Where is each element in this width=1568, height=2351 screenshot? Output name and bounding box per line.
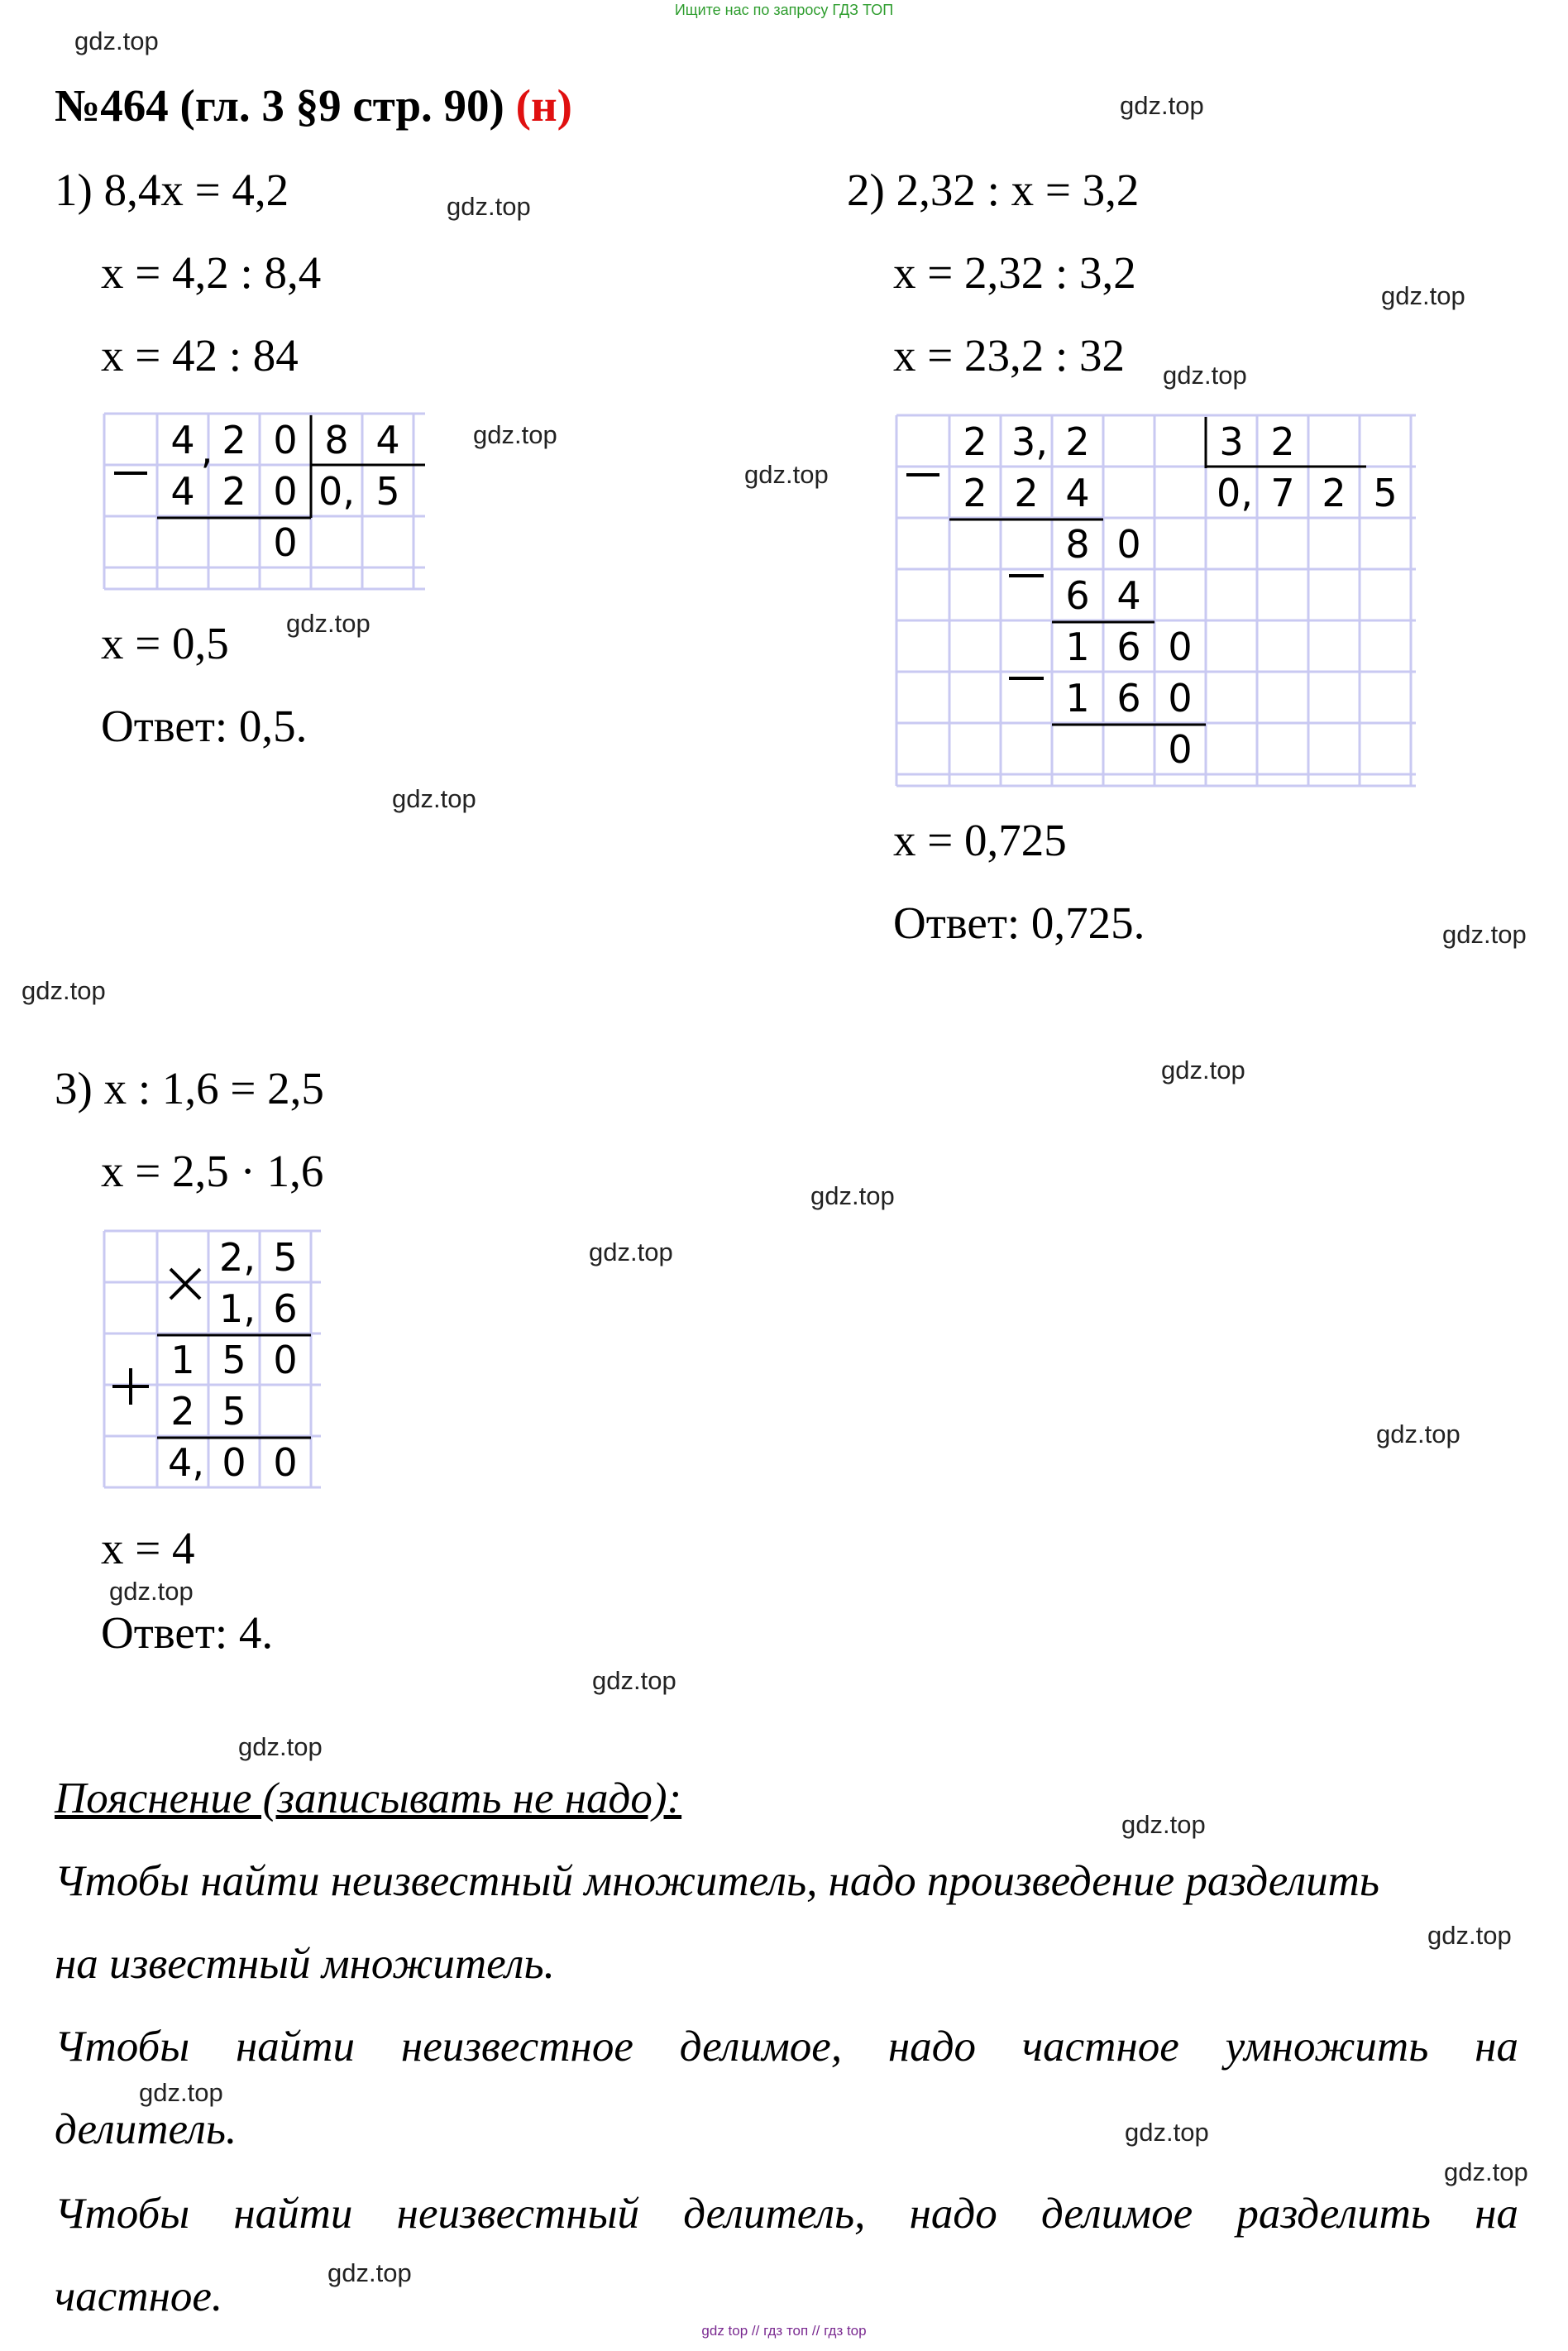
watermark: gdz.top — [392, 784, 476, 813]
word: Чтобы — [55, 2023, 190, 2071]
digit: 2 — [1014, 471, 1039, 515]
digit: 0 — [1168, 625, 1193, 669]
task2-answer: Ответ: 0,725. — [893, 898, 1145, 948]
watermark: gdz.top — [22, 976, 106, 1005]
word: надо — [887, 2023, 977, 2071]
word: найти — [235, 2023, 356, 2071]
watermark: gdz.top — [327, 2258, 412, 2287]
digit: 0 — [273, 1338, 298, 1382]
digit: 0 — [1168, 676, 1193, 721]
watermark: gdz.top — [74, 26, 159, 55]
digit: 1 — [1065, 625, 1090, 669]
watermark: gdz.top — [109, 1577, 194, 1606]
word: на — [1475, 2023, 1518, 2071]
task1-result: x = 0,5 — [101, 618, 229, 668]
comma-mark: , — [200, 428, 213, 472]
digit: 0, — [318, 469, 355, 514]
word: надо — [909, 2190, 997, 2238]
digit: 8 — [324, 418, 349, 462]
word: разделить — [1236, 2190, 1431, 2238]
watermark: gdz.top — [1125, 2118, 1209, 2147]
watermark: gdz.top — [1376, 1420, 1460, 1448]
bottom-banner[interactable]: gdz top // гдз топ // гдз top — [701, 2323, 867, 2339]
task2-result: x = 0,725 — [893, 815, 1067, 865]
digit: 4 — [1065, 471, 1090, 515]
rule1-line1: Чтобы найти неизвестный множитель, надо произведение разделить — [55, 1857, 1380, 1905]
digit: 2 — [963, 419, 987, 464]
digit: 6 — [1116, 625, 1141, 669]
task2-division-grid — [895, 414, 1417, 788]
top-banner[interactable]: Ищите нас по запросу ГДЗ ТОП — [674, 2, 894, 18]
task1-division-grid — [103, 412, 427, 591]
word: делитель, — [683, 2190, 866, 2238]
task2-step1: x = 2,32 : 3,2 — [893, 247, 1136, 298]
watermark: gdz.top — [1161, 1056, 1245, 1085]
watermark: gdz.top — [286, 609, 370, 638]
digit: 4 — [375, 418, 400, 462]
word: неизвестное — [400, 2023, 633, 2071]
word: Чтобы — [55, 2190, 190, 2238]
digit: 0 — [1116, 522, 1141, 567]
digit: 0, — [1217, 471, 1253, 515]
rule2-line2: делитель. — [55, 2105, 237, 2153]
digit: 8 — [1065, 522, 1090, 567]
watermark: gdz.top — [139, 2078, 223, 2107]
word: неизвестный — [396, 2190, 639, 2238]
watermark: gdz.top — [744, 460, 829, 489]
digit: 1 — [1065, 676, 1090, 721]
digit: 5 — [1373, 471, 1398, 515]
task1-step1: x = 4,2 : 8,4 — [101, 247, 322, 298]
page-title — [55, 79, 572, 132]
digit: 3, — [1011, 419, 1048, 464]
word: частное — [1021, 2023, 1179, 2071]
task1-answer: Ответ: 0,5. — [101, 701, 308, 751]
new-mark: (н) — [515, 80, 572, 131]
digit: 0 — [222, 1440, 246, 1485]
word: на — [1475, 2190, 1518, 2238]
digit: 5 — [222, 1338, 246, 1382]
watermark: gdz.top — [1120, 91, 1204, 120]
digit: 2 — [1065, 419, 1090, 464]
watermark: gdz.top — [1163, 361, 1247, 390]
digit: 0 — [1168, 727, 1193, 772]
watermark: gdz.top — [1444, 2157, 1528, 2186]
digit: 2 — [222, 418, 246, 462]
word: умножить — [1225, 2023, 1429, 2071]
task2-equation: 2) 2,32 : x = 3,2 — [847, 165, 1140, 215]
watermark: gdz.top — [447, 192, 531, 221]
digit: 0 — [273, 469, 298, 514]
word: делимое — [1040, 2190, 1193, 2238]
digit: 2 — [1270, 419, 1295, 464]
task3-equation: 3) x : 1,6 = 2,5 — [55, 1063, 324, 1113]
digit: 1, — [219, 1286, 256, 1331]
digit: 1 — [170, 1338, 195, 1382]
digit: 5 — [375, 469, 400, 514]
task3-step1: x = 2,5 · 1,6 — [101, 1146, 324, 1196]
digit: 2 — [170, 1389, 195, 1434]
digit: 0 — [273, 1440, 298, 1485]
rule3-line1 — [55, 2189, 1518, 2238]
digit: 3 — [1219, 419, 1244, 464]
digit: 0 — [273, 520, 298, 565]
watermark: gdz.top — [592, 1666, 676, 1695]
watermark: gdz.top — [589, 1238, 673, 1266]
digit: 5 — [273, 1235, 298, 1280]
digit: 4 — [170, 418, 195, 462]
task3-multiplication-grid — [103, 1229, 323, 1491]
digit: 5 — [222, 1389, 246, 1434]
title-text: №464 (гл. 3 §9 стр. 90) — [55, 80, 504, 131]
watermark: gdz.top — [1381, 281, 1465, 310]
watermark: gdz.top — [810, 1181, 895, 1210]
word: найти — [233, 2190, 353, 2238]
watermark: gdz.top — [1427, 1921, 1512, 1950]
digit: 7 — [1270, 471, 1295, 515]
digit: 6 — [1065, 573, 1090, 618]
digit: 2, — [219, 1235, 256, 1280]
watermark: gdz.top — [473, 420, 557, 449]
rule2-line1 — [55, 2022, 1518, 2071]
task1-equation: 1) 8,4x = 4,2 — [55, 165, 289, 215]
digit: 0 — [273, 418, 298, 462]
word: делимое, — [679, 2023, 843, 2071]
rule3-line2: частное. — [55, 2272, 223, 2320]
digit: 2 — [222, 469, 246, 514]
digit: 6 — [1116, 676, 1141, 721]
task2-step2: x = 23,2 : 32 — [893, 330, 1126, 381]
task3-result: x = 4 — [101, 1523, 195, 1573]
task3-answer: Ответ: 4. — [101, 1607, 274, 1658]
digit: 2 — [963, 471, 987, 515]
watermark: gdz.top — [238, 1732, 323, 1761]
digit: 4 — [170, 469, 195, 514]
digit: 2 — [1322, 471, 1346, 515]
digit: 4 — [1116, 573, 1141, 618]
digit: 6 — [273, 1286, 298, 1331]
task1-step2: x = 42 : 84 — [101, 330, 299, 381]
rule1-line2: на известный множитель. — [55, 1940, 555, 1988]
explanation-heading: Пояснение (записывать не надо): — [55, 1774, 682, 1822]
digit: 4, — [168, 1440, 204, 1485]
watermark: gdz.top — [1121, 1810, 1206, 1839]
watermark: gdz.top — [1442, 920, 1527, 949]
